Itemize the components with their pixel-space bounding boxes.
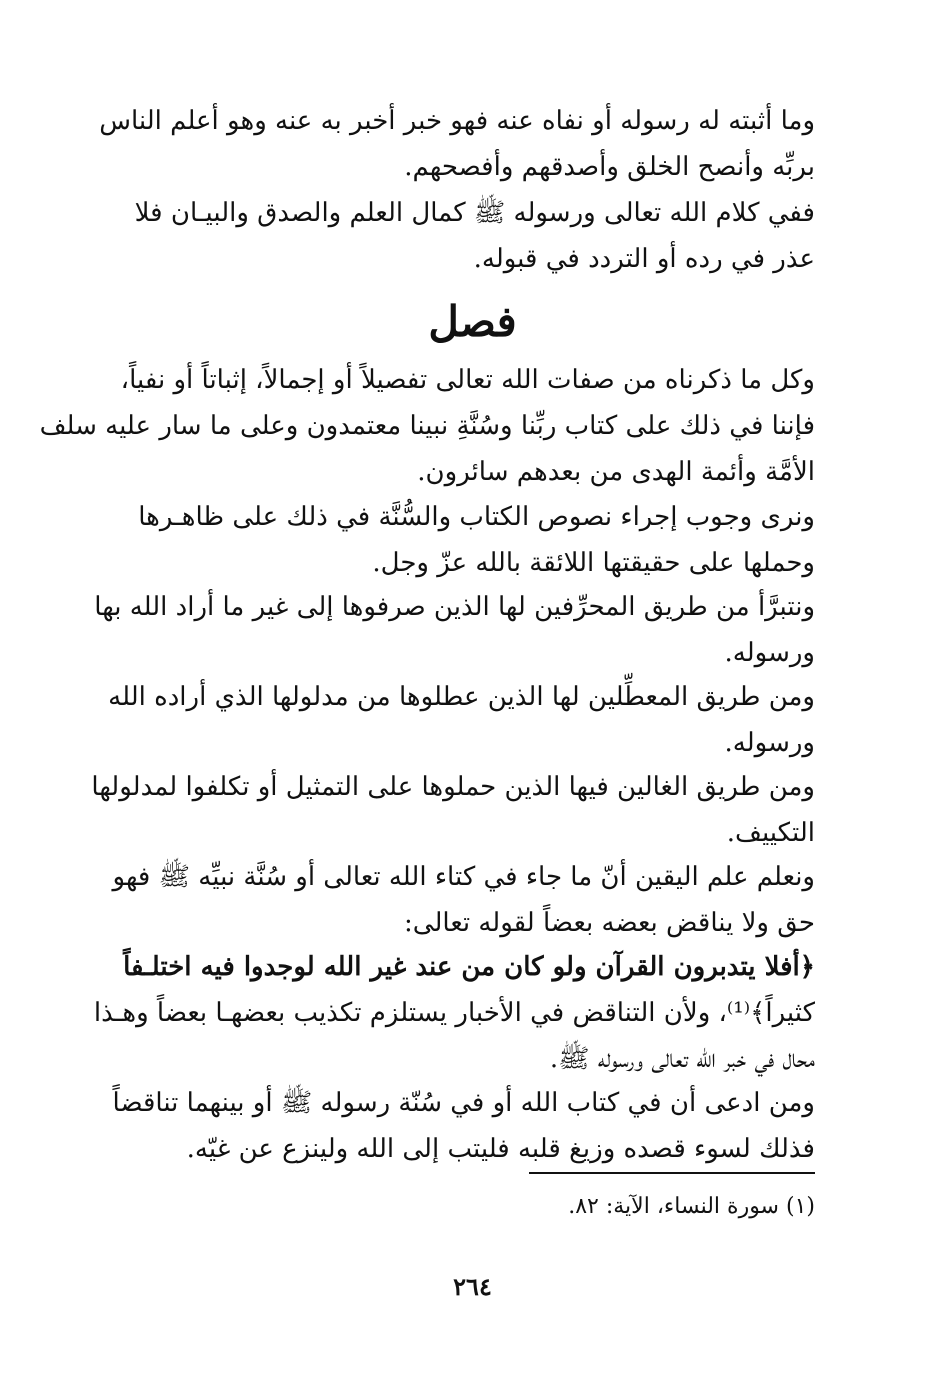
paragraph-1: [99, 98, 815, 190]
text-line: التكييف.: [726, 818, 815, 848]
paragraph-8: [112, 854, 815, 946]
text-line: ففي كلام الله تعالى ورسوله ﷺ كمال العلم والصدق والبيـان فلا: [134, 198, 815, 228]
text-line: ورسوله.: [724, 728, 815, 758]
paragraph-10: [112, 1080, 815, 1172]
text-line: ونرى وجوب إجراء نصوص الكتاب والسُّنَّة في ذلك على ظاهـرها: [138, 502, 815, 532]
text-line: ورسوله.: [724, 638, 815, 668]
paragraph-5: [94, 584, 815, 676]
section-heading: فصل: [428, 297, 517, 346]
text-line: ومن طريق المعطِّلين لها الذين عطلوها من مدلولها الذي أراده الله: [108, 682, 815, 712]
text-line: ومن طريق الغالين فيها الذين حملوها على التمثيل أو تكلفوا لمدلولها: [91, 772, 815, 802]
text-line: كثيراً﴾⁽¹⁾، ولأن التناقض في الأخبار يستلزم تكذيب بعضهـا بعضاً وهـذا: [93, 998, 815, 1028]
page-number: ٢٦٤: [453, 1272, 492, 1301]
paragraph-9: [93, 944, 815, 1082]
text-line: ونعلم علم اليقين أنّ ما جاء في كتاء الله تعالى أو سُنَّة نبيِّه ﷺ فهو: [112, 862, 815, 892]
paragraph-6: [108, 674, 815, 766]
text-line: ومن ادعى أن في كتاب الله أو في سُنّة رسوله ﷺ أو بينهما تناقضاً: [112, 1088, 815, 1118]
text-line: وكل ما ذكرناه من صفات الله تعالى تفصيلاً أو إجمالاً، إثباتاً أو نفياً،: [120, 365, 815, 395]
paragraph-2: [125, 190, 815, 282]
text-line: الأمَّة وأئمة الهدى من بعدهم سائرون.: [417, 457, 815, 487]
text-line: محال في خبر الله تعالى ورسوله ﷺ.: [549, 1044, 815, 1074]
paragraph-7: [91, 764, 815, 856]
footnote-separator: [529, 1172, 815, 1174]
text-line: وما أثبته له رسوله أو نفاه عنه فهو خبر أخبر به عنه وهو أعلم الناس: [99, 106, 815, 136]
text-line: بربِّه وأنصح الخلق وأصدقهم وأفصحهم.: [404, 152, 815, 182]
quran-verse-line: ﴿أفلا يتدبرون القرآن ولو كان من عند غير الله لوجدوا فيه اختلـفاً: [123, 952, 815, 982]
text-line: ونتبرَّأ من طريق المحرِّفين لها الذين صرفوها إلى غير ما أراد الله بها: [94, 592, 815, 622]
text-line: فإننا في ذلك على كتاب ربِّنا وسُنَّةِ نبينا معتمدون وعلى ما سار عليه سلف: [39, 411, 815, 441]
text-line: عذر في رده أو التردد في قبوله.: [473, 244, 815, 274]
text-line: حق ولا يناقض بعضه بعضاً لقوله تعالى:: [404, 908, 815, 938]
text-line: وحملها على حقيقتها اللائقة بالله عزّ وجل.: [372, 548, 815, 578]
text-line: فذلك لسوء قصده وزيغ قلبه فليتب إلى الله ولينزع عن غيّه.: [186, 1134, 815, 1164]
footnote: (١) سورة النساء، الآية: ٨٢.: [568, 1194, 815, 1219]
paragraph-4: [125, 494, 815, 586]
paragraph-3: [39, 357, 815, 495]
